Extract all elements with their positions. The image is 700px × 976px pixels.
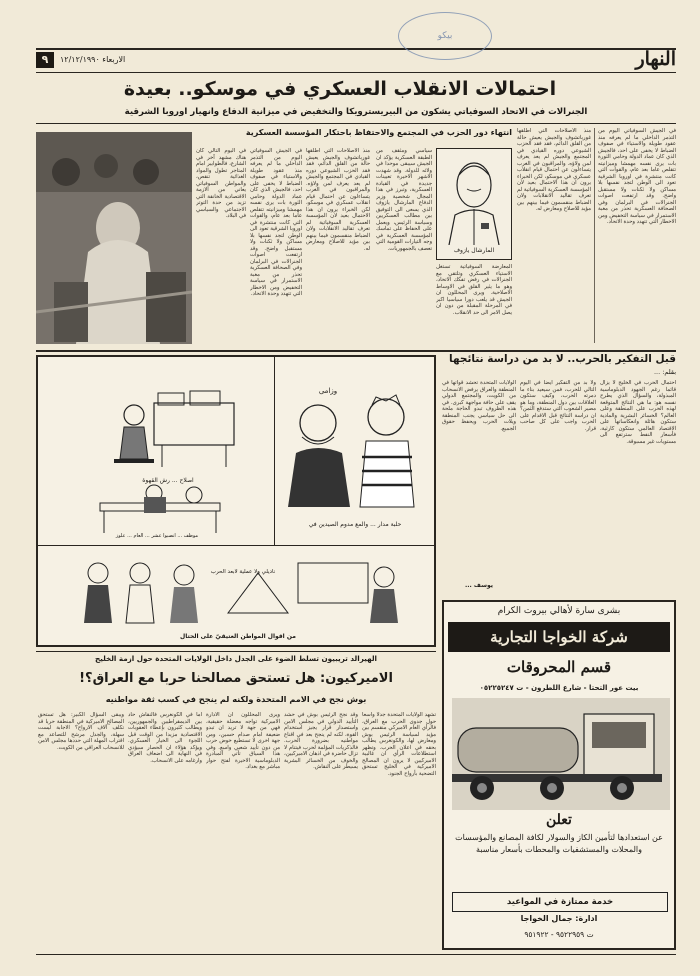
war-article-col-2: ولا بد من التفكير ايضا في اليوم التالي للحرب، فمن سيعيد بناء ما دمرته الحرب، وكيف ستكون العلاقات بين دول المنطقة، وما هو مصير الشعوب التي ستدفع الثمن؟ ان دراسة النتائج قبل الاقدام على الحرب واجب على كل صاحب قرار. <box>520 380 596 432</box>
us-article-col-5: ويبقى السؤال الكبير: هل تستحق المصالح الاميركية في المنطقة حربا قد تكلف آلاف الارواح؟ الاجابة ليست سهلة، والجدل مرشح للتصاعد مع اقتراب المهلة التي حددها مجلس الامن للانسحاب العراقي من الكويت. <box>38 712 124 751</box>
col-divider <box>594 128 595 343</box>
cartoon-2-label: وزامى <box>318 387 338 395</box>
article-col-5: في اليوم التالي كان هناك مشهد آخر في الشارع، فالطوابير امام المتاجر تطول والمواد الغذائية تنقص، والمواطن السوفياتي يعاني من الازمة الاقتصادية الخانقة التي تزيد من حدة التوتر الاجتماعي والسياسي في البلاد. <box>196 148 246 219</box>
us-article-col-3: ويرى المحللون ان الادارة الاميركية تواجه معضلة حقيقية، فهي من جهة لا تريد ان تبدو ضعيفة امام صدام حسين، ومن جهة اخرى لا تستطيع خوض حرب من دون تأييد شعبي واسع. وفي هذا السياق تأتي المبادرة الدبلوماسية الاخيرة لفتح حوار مباشر مع بغداد. <box>206 712 280 770</box>
masthead-logo: النهار <box>635 48 676 70</box>
cartoon-panel <box>36 355 436 647</box>
ad-top-line: بشرى سارة لأهالي بيروت الكرام <box>497 606 621 616</box>
cartoon-4-drawing <box>68 553 408 633</box>
page-bottom-rule <box>36 954 676 955</box>
photo-scene <box>36 132 192 344</box>
cartoon-3-drawing <box>44 483 270 539</box>
masthead-rule-bottom <box>36 72 676 73</box>
library-stamp <box>398 12 492 60</box>
us-article-col-1: تشهد الولايات المتحدة جدلا واسعا حول جدوى الحرب مع العراق، فالرأي العام الاميركي منقسم بين مؤيد لسياسة الرئيس بوش ومعارض لها، والكونغرس يطالب بحقه في اعلان الحرب. وتظهر استطلاعات الرأي ان غالبية الاميركيين لا يرون ان المصالح الاميركية في الخليج تستحق التضحية بأرواح الجنود. <box>362 712 436 777</box>
ad-service-box <box>452 892 668 912</box>
street-photo <box>36 132 192 344</box>
us-article-col-2: وقد نجح الرئيس بوش في حشد التأييد الدولي في مجلس الامن واستصدار قرار يجيز استخدام القوة، لكنه لم ينجح بعد في اقناع مواطنيه بضرورة الحرب. فالذكريات المؤلمة لحرب فيتنام لا تزال حاضرة في اذهان الاميركيين، والخوف من الخسائر البشرية يسيطر على النقاش. <box>284 712 358 770</box>
ad-body: عن استعدادها لتأمين الكاز والسولار لكافة المصانع والمؤسسات والمحلات والمستشفيات والمحطات بأسعار مناسبة <box>455 833 663 854</box>
article-col-3: سياسي ومثقف من الطبقة العسكرية يؤكد ان الجيش سيبقى موحدا في ولائه للدولة. وقد شهدت الاشهر الاخيرة تعيينات جديدة في القيادة العسكرية، وتبرز في هذا المجال شخصية وزير الدفاع المارشال يازوف الذي يسعى الى التوفيق بين مطالب العسكريين وسياسة الرئيس، ويعمل على الحفاظ على تماسك المؤسسة العسكرية في وجه التيارات القومية التي تعصف بالجمهوريات. <box>376 148 432 252</box>
ad-department: قسم المحروقات <box>506 658 612 676</box>
ad-manager: ادارة: جمال الخواجا <box>520 914 598 923</box>
us-article-kicker: الهيرالد تريبيون تسلط الضوء على الجدل داخل الولايات المتحدة حول ازمة الخليج <box>94 654 378 663</box>
page-number-badge <box>36 52 54 68</box>
cartoon-1-drawing <box>44 363 270 473</box>
portrait-caption: المارشال يازوف <box>453 247 495 254</box>
article-col-2: منذ الاصلاحات التي اطلقها غورباتشوف والجيش يعيش حالة من القلق الدائم، فقد فقد الحزب الشيوعي دوره القيادي في المجتمع والجيش لم يعد يعرف لمن ولاؤه. والمراقبون في الغرب يتساءلون عن احتمال قيام انقلاب عسكري في موسكو، لكن الخبراء يرون ان هذا الاحتمال بعيد لان المؤسسة العسكرية السوفياتية لم تعرف تقاليد الانقلابات ولان الضباط منقسمون فيما بينهم بين مؤيد للاصلاح ومعارض له. <box>517 128 591 212</box>
war-article-col-3: الولايات المتحدة تحشد قواتها في المنطقة والعراق يرفض الانسحاب من الكويت، والمجتمع الدولي يقف على حافة مواجهة كبرى. في هذه الظروف تبدو الحاجة ملحة الى حل سياسي يجنب المنطقة ويلات الحرب ويحفظ حقوق الجميع. <box>442 380 516 432</box>
war-article-signature: يوسف ... <box>465 582 493 589</box>
ad-company: شركة الخواجا التجارية <box>490 628 628 646</box>
war-article-byline: بقلم: ... <box>653 368 676 376</box>
ad-address: بيت عور التحتا - شارع اللطرون - ت ٠٥٢٢٥٢٤٧ <box>479 684 639 692</box>
us-article-rule <box>36 651 436 652</box>
article-col-4b: منذ الاصلاحات التي اطلقها غورباتشوف والجيش يعيش حالة من القلق الدائم، فقد فقد الحزب الشيوعي دوره القيادي في المجتمع والجيش لم يعد يعرف لمن ولاؤه. والمراقبون في الغرب يتساءلون عن احتمال قيام انقلاب عسكري في موسكو، لكن الخبراء يرون ان هذا الاحتمال بعيد لان المؤسسة العسكرية السوفياتية لم تعرف تقاليد الانقلابات ولان الضباط منقسمون فيما بينهم بين مؤيد للاصلاح ومعارض له. <box>306 148 370 252</box>
page-number: ٩ <box>41 53 49 66</box>
war-article-title: قبل التفكير بالحرب.. لا بد من دراسة نتائجها <box>449 353 676 365</box>
us-article-subtitle: بوش نجح في الامم المتحدة ولكنه لم ينجح في كسب ثقة مواطنيه <box>105 694 367 704</box>
article-col-1: في الجيش السوفياتي اليوم من التذمر الداخلي ما لم يعرفه منذ عقود طويلة والاستياء في صفوف الضباط لا يخفى على احد، فالجيش الذي كان عماد الدولة وحامي الثورة بات يرى نفسه مهمشا وميزانيته تتقلص عاما بعد عام، والقوات التي كانت منتشرة في اوروبا الشرقية تعود الى الوطن لتجد نفسها بلا مساكن ولا ثكنات ولا مستقبل واضح. وقد ارتفعت اصوات الجنرالات في البرلمان وفي الصحافة العسكرية تحذر من مغبة الاستمرار في سياسة التخفيض ومن الاخطار التي تتهدد وحدة الاتحاد. <box>598 128 676 225</box>
cartoon-2-caption: حلبة مدار ... والمع مدوم الصيدين في <box>308 521 402 528</box>
ad-company-banner <box>448 622 670 652</box>
article-deck: انتهاء دور الحزب في المجتمع والاحتفاظ باحتكار المؤسسة العسكرية <box>245 128 512 137</box>
article-col-4: المعارضة السوفياتية تستغل الاستياء العسكري وتلتقي مع الجنرالات في رفض تفكك الاتحاد، وهو ما يثير القلق في الاوساط الاصلاحية. ويرى المحللون ان الجيش قد يلعب دورا سياسيا اكبر في المرحلة المقبلة من دون ان يصل الامر الى حد الانقلاب. <box>436 264 512 316</box>
issue-date: الاربعاء ١٢/١٢/١٩٩٠ <box>60 55 126 64</box>
cartoon-2-drawing <box>280 367 430 517</box>
ad-service: خدمة ممتازة في المواعيد <box>506 897 614 907</box>
us-article-title: الاميركيون: هل تستحق مصالحنا حربا مع العراق؟! <box>79 671 393 686</box>
ad-announce: تعلن <box>546 812 572 828</box>
cartoon-3-caption: موظف ... انصبوا عشر ... العام ... علوز <box>115 533 199 539</box>
ad-phone: ت ٩٥٢٢٩٥٩ - ٩٥١٩٢٢ <box>524 930 594 939</box>
us-article-col-4: اما في الكونغرس فالنقاش حاد بين الديمقراطيين والجمهوريين، ويطالب كثيرون بإعطاء العقوبات الاقتصادية مزيدا من الوقت قبل اللجوء الى الخيار العسكري. ويؤكد هؤلاء ان الحصار سيؤدي في النهاية الى اضعاف العراق وارغامه على الانسحاب. <box>128 712 202 764</box>
main-subheadline: الجنرالات في الاتحاد السوفياتي يشكون من البيريسترويكا والتخفيض في ميزانية الدفاع وانهيار اوروبا الشرقية <box>124 107 588 117</box>
cartoon-5-bubble: ناديلي ولا عملية لابعد الحرب <box>210 569 276 575</box>
portrait-frame <box>436 148 512 260</box>
fuel-truck-illustration <box>452 698 670 810</box>
portrait-drawing <box>437 149 511 245</box>
main-headline: احتمالات الانقلاب العسكري في موسكو.. بعيدة <box>123 78 557 100</box>
article-col-4c: في الجيش السوفياتي اليوم من التذمر الداخلي ما لم يعرفه منذ عقود طويلة والاستياء في صفوف الضباط لا يخفى على احد، فالجيش الذي كان عماد الدولة وحامي الثورة بات يرى نفسه مهمشا وميزانيته تتقلص عاما بعد عام، والقوات التي كانت منتشرة في اوروبا الشرقية تعود الى الوطن لتجد نفسها بلا مساكن ولا ثكنات ولا مستقبل واضح. وقد ارتفعت اصوات الجنرالات في البرلمان وفي الصحافة العسكرية تحذر من مغبة الاستمرار في سياسة التخفيض ومن الاخطار التي تتهدد وحدة الاتحاد. <box>250 148 302 297</box>
stamp-text: بيكو <box>437 31 453 41</box>
cartoon-4-caption: من اقوال المواطن العتيقيّ على الحتال <box>180 633 296 640</box>
fuel-ad <box>442 600 676 950</box>
cartoon-1-caption: اصلاح ... رش القهوة <box>142 477 194 484</box>
cartoon-divider-h <box>38 545 434 546</box>
cartoon-divider-v <box>274 357 275 545</box>
war-article-col-1: احتمال الحرب في الخليج لا يزال قائما رغم الجهود الدبلوماسية المبذولة، والسؤال الذي يطرح نفسه هو: ما هي النتائج المتوقعة لهذه الحرب على المنطقة وعلى العالم؟ الخسائر البشرية والمادية ستكون هائلة وانعكاساتها على الاقتصاد العالمي ستكون كارثية، فأسعار النفط سترتفع الى مستويات غير مسبوقة. <box>600 380 676 445</box>
masthead-rule-top <box>36 48 676 50</box>
